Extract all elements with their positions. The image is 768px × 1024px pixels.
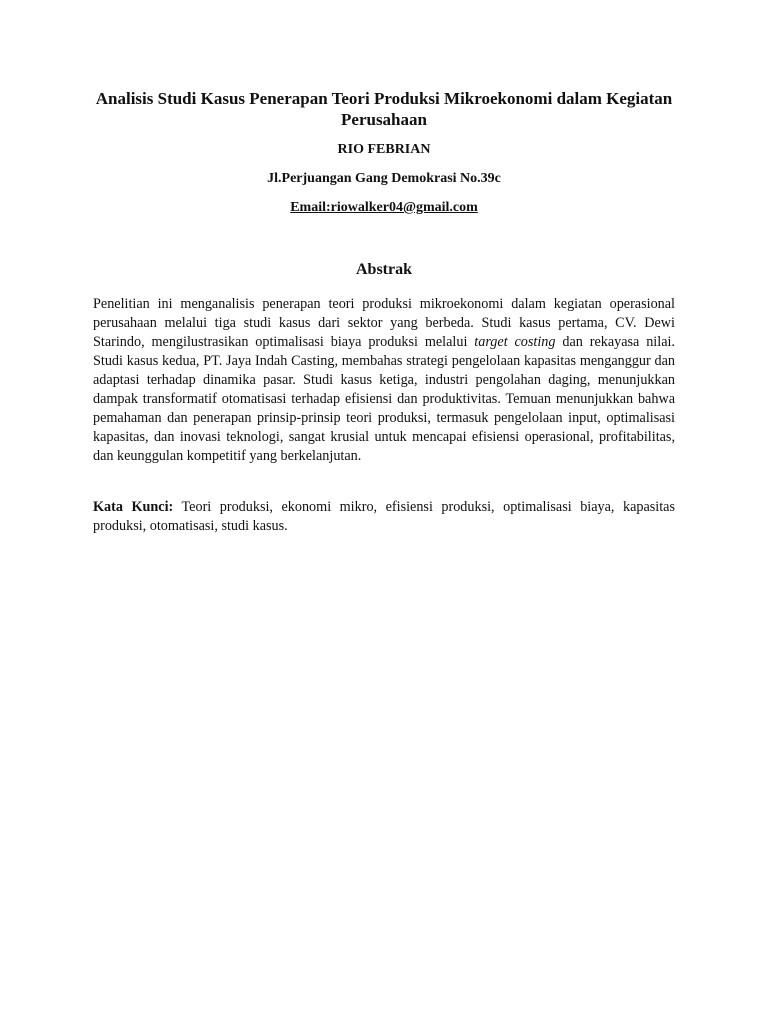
keywords-paragraph — [93, 498, 675, 536]
keywords-label: Kata Kunci: — [93, 499, 174, 515]
author-email: Email:riowalker04@gmail.com — [290, 200, 478, 215]
abstract-heading: Abstrak — [355, 261, 412, 278]
abstract-body — [93, 295, 675, 466]
paper-title: Analisis Studi Kasus Penerapan Teori Produksi Mikroekonomi dalam Kegiatan Perusahaan — [95, 89, 673, 129]
abstract-text-part-1: Penelitian ini menganalisis penerapan teori produksi mikroekonomi dalam kegiatan operasional perusahaan melalui tiga studi kasus dari sektor yang berbeda. Studi kasus pertama, CV. Dewi Starindo, mengilustrasikan optimalisasi biaya produksi melalui — [93, 296, 675, 350]
abstract-text-part-2: dan rekayasa nilai. Studi kasus kedua, PT. Jaya Indah Casting, membahas strategi pengelolaan kapasitas menganggur dan adaptasi terhadap dinamika pasar. Studi kasus ketiga, industri pengolahan daging, menunjukkan dampak transformatif otomatisasi terhadap efisiensi dan produktivitas. Temuan menunjukkan bahwa pemahaman dan penerapan prinsip-prinsip teori produksi, termasuk pengelolaan input, optimalisasi kapasitas, dan inovasi teknologi, sangat krusial untuk mencapai efisiensi operasional, profitabilitas, dan keunggulan kompetitif yang berkelanjutan. — [93, 334, 675, 464]
author-address: Jl.Perjuangan Gang Demokrasi No.39c — [267, 171, 501, 186]
abstract-italic-term: target costing — [474, 334, 556, 350]
keywords-text: Teori produksi, ekonomi mikro, efisiensi produksi, optimalisasi biaya, kapasitas produksi, otomatisasi, studi kasus. — [93, 499, 675, 534]
author-name: RIO FEBRIAN — [337, 142, 431, 157]
